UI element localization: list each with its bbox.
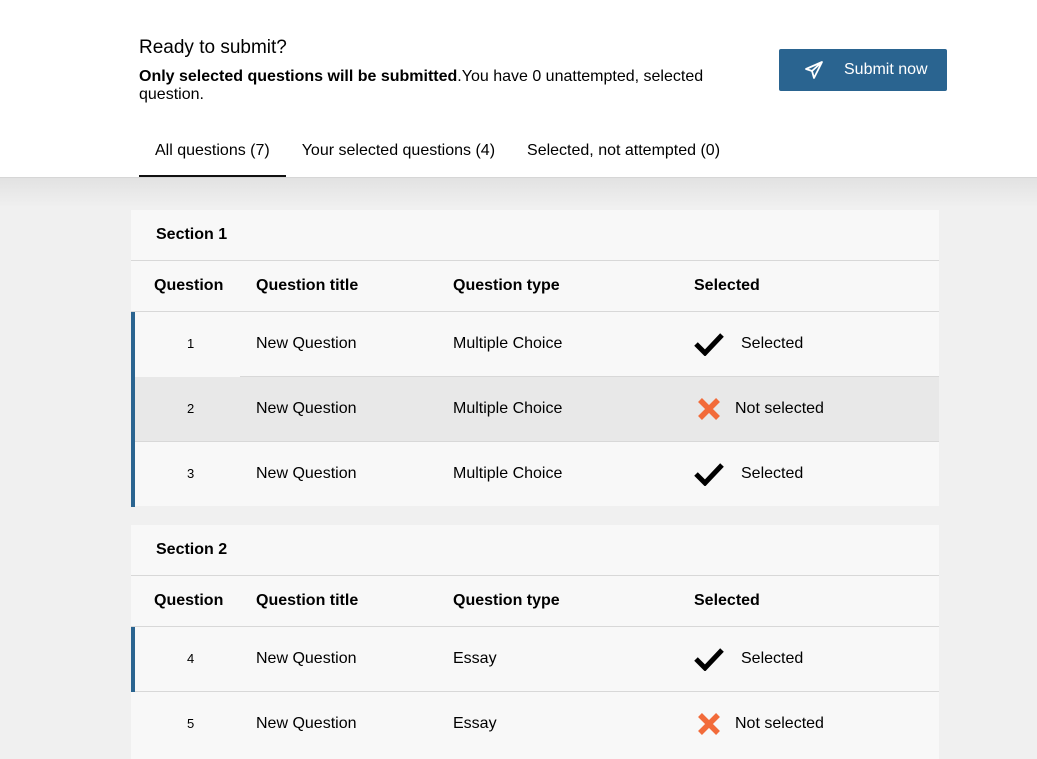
table-row[interactable]: [131, 312, 939, 377]
selection-status: Selected: [741, 335, 804, 352]
cross-icon: [694, 394, 724, 424]
question-type: Multiple Choice: [453, 400, 563, 417]
question-type: Multiple Choice: [453, 335, 563, 352]
question-number: 2: [187, 401, 195, 416]
column-title: Question title: [256, 592, 359, 609]
question-number: 5: [187, 716, 195, 731]
table-header: [131, 576, 939, 627]
selection-status: Selected: [741, 465, 804, 482]
question-title: New Question: [256, 650, 357, 667]
submit-now-button[interactable]: [779, 49, 947, 91]
question-type: Essay: [453, 715, 497, 732]
tab-your-selected-questions[interactable]: Your selected questions (4): [301, 142, 496, 159]
column-type: Question type: [453, 277, 560, 294]
question-title: New Question: [256, 335, 357, 352]
column-selected: Selected: [694, 592, 760, 609]
question-type: Multiple Choice: [453, 465, 563, 482]
column-title: Question title: [256, 277, 359, 294]
column-type: Question type: [453, 592, 560, 609]
table-row[interactable]: [131, 377, 939, 442]
section-2: [131, 525, 939, 759]
submit-header: [0, 0, 1037, 178]
header-shadow: [0, 178, 1037, 208]
checkmark-icon: [694, 644, 724, 674]
question-number: 3: [187, 466, 195, 481]
column-selected: Selected: [694, 277, 760, 294]
tab-selected-not-attempted[interactable]: Selected, not attempted (0): [527, 142, 721, 159]
table-row[interactable]: [131, 442, 939, 506]
table-header: [131, 261, 939, 312]
question-title: New Question: [256, 715, 357, 732]
checkmark-icon: [694, 459, 724, 489]
question-tabs: [139, 128, 736, 177]
question-number: 4: [187, 651, 195, 666]
table-row[interactable]: [131, 692, 939, 756]
selection-status: Not selected: [735, 400, 824, 417]
submit-now-label: Submit now: [844, 61, 928, 78]
question-type: Essay: [453, 650, 497, 667]
section-1: [131, 210, 939, 506]
column-question: Question: [154, 592, 224, 609]
question-title: New Question: [256, 465, 357, 482]
question-number: 1: [187, 336, 195, 351]
section-title: Section 1: [131, 210, 939, 261]
column-question: Question: [154, 277, 224, 294]
section-title: Section 2: [131, 525, 939, 576]
selection-status: Selected: [741, 650, 804, 667]
tab-all-questions[interactable]: All questions (7): [139, 128, 286, 177]
question-title: New Question: [256, 400, 357, 417]
submit-message-bold: Only selected questions will be submitted: [139, 68, 458, 85]
page-title: Ready to submit?: [139, 37, 287, 58]
checkmark-icon: [694, 329, 724, 359]
submit-message-rest: .You have 0 unattempted, selected question.: [139, 68, 704, 103]
table-row[interactable]: [131, 627, 939, 692]
selection-status: Not selected: [735, 715, 824, 732]
paper-plane-icon: [804, 60, 824, 80]
cross-icon: [694, 709, 724, 739]
submit-message: [139, 68, 739, 104]
